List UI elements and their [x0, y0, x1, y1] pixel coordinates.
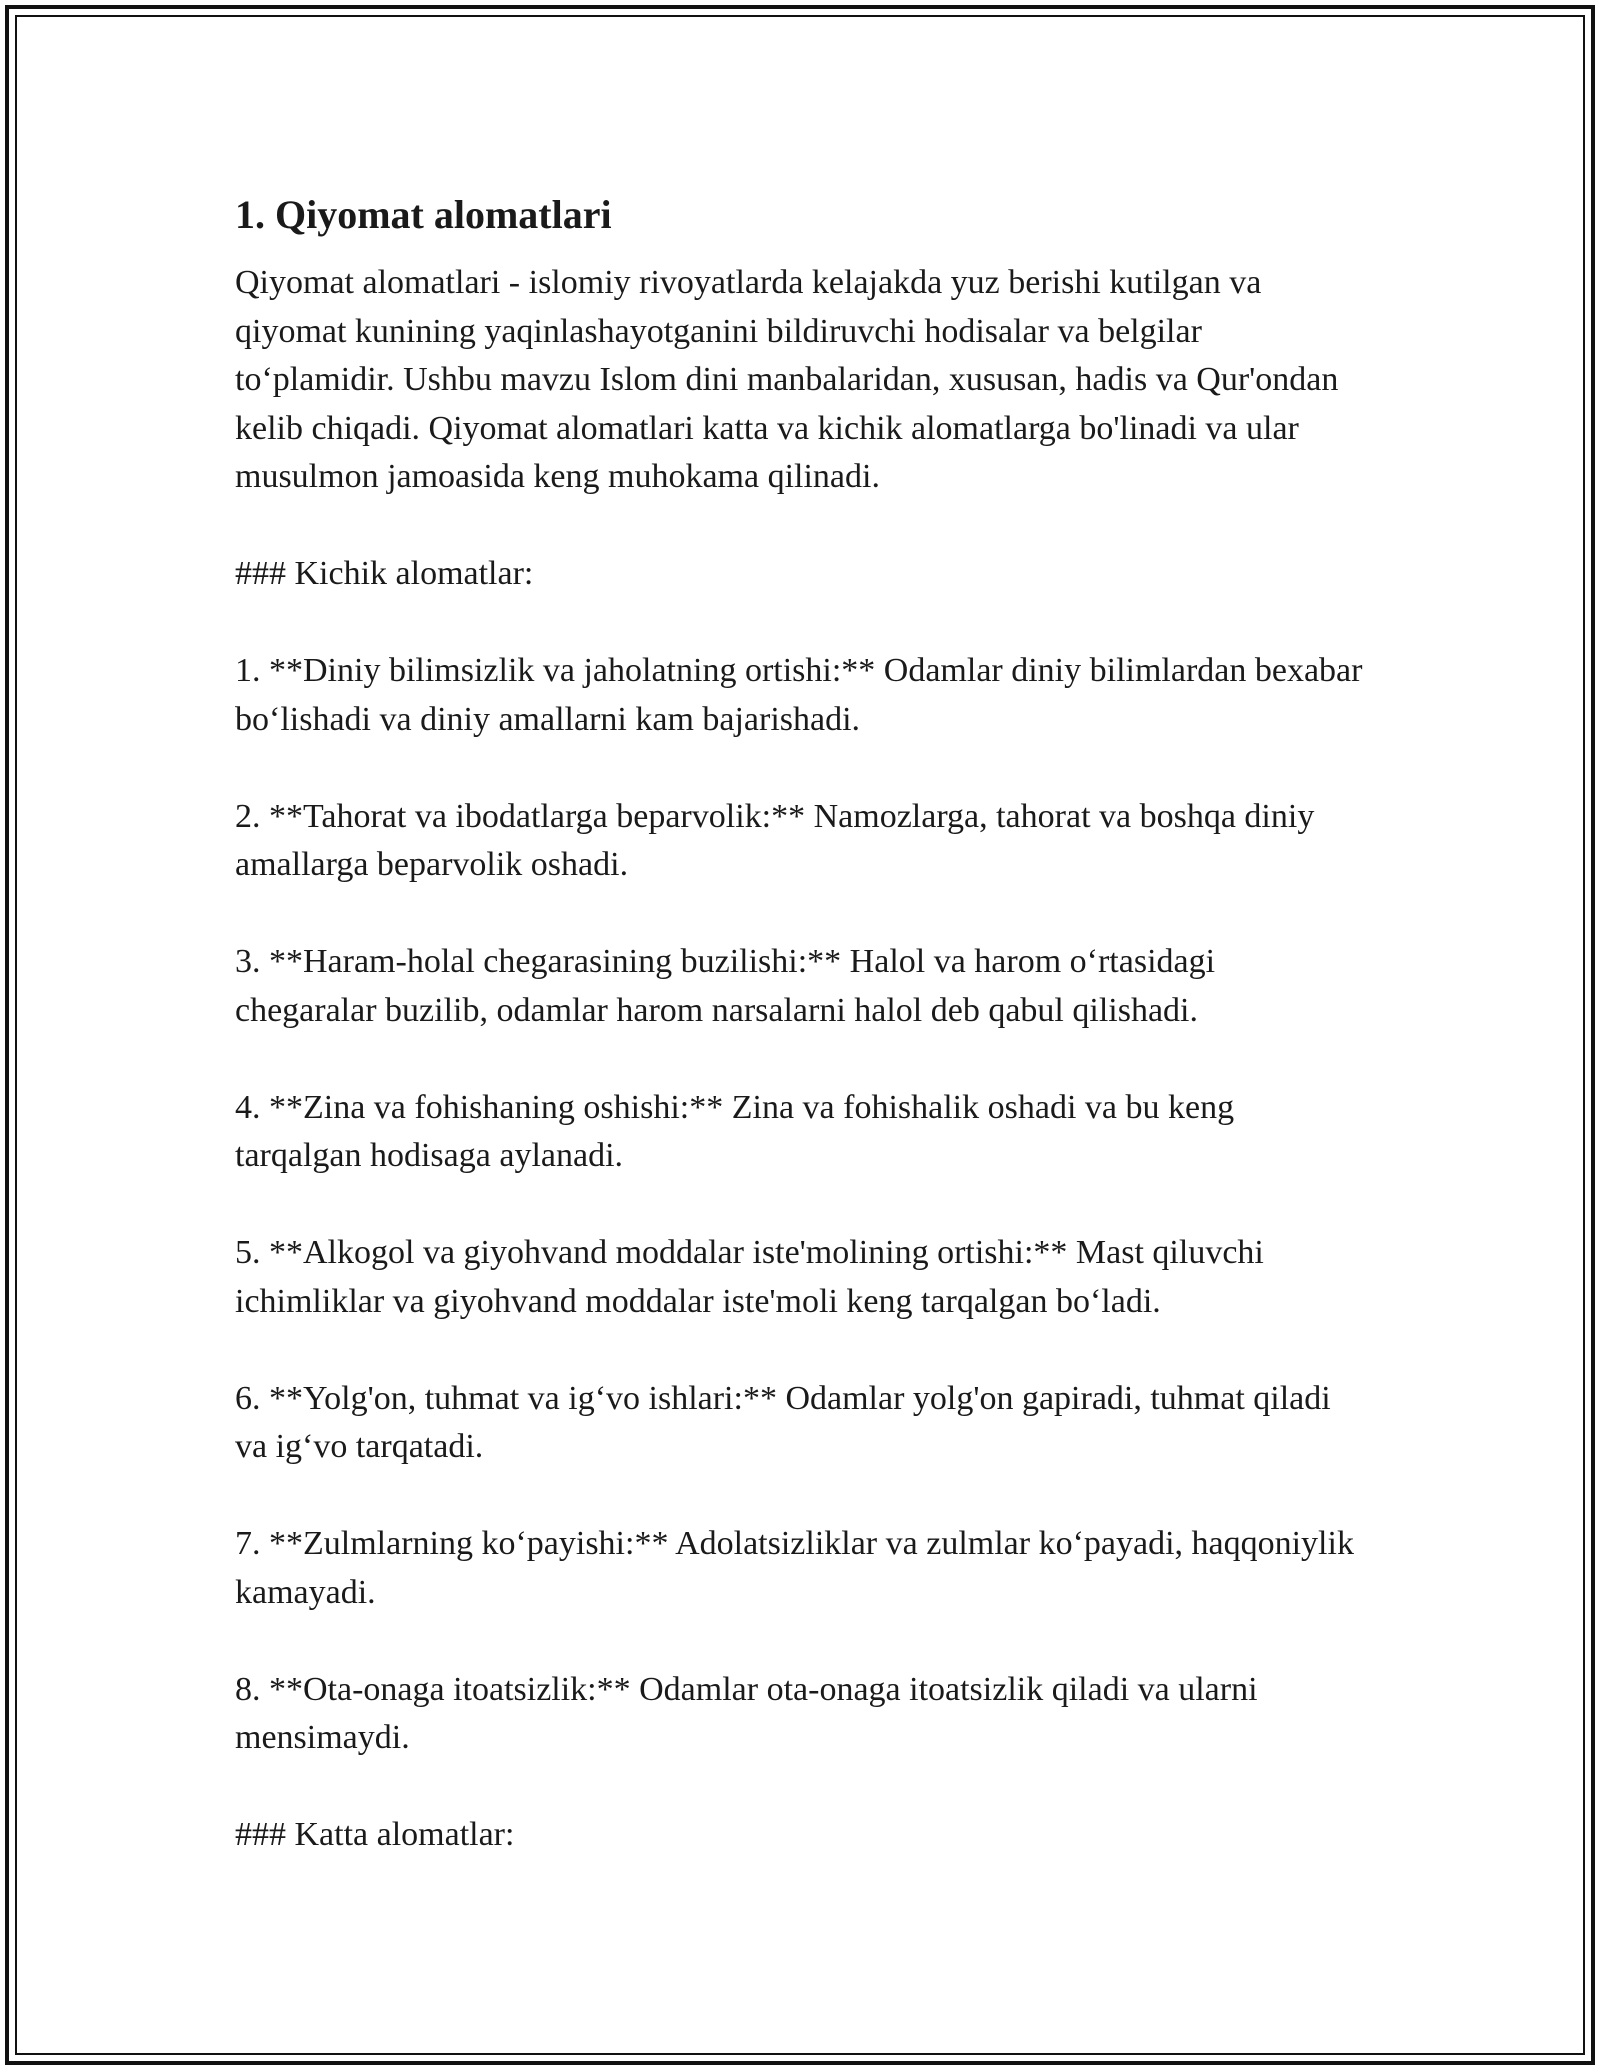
section-heading-major-signs: ### Katta alomatlar:: [235, 1816, 515, 1853]
intro-paragraph: Qiyomat alomatlari - islomiy rivoyatlarda kelajakda yuz berishi kutilgan va qiyomat kunining yaqinlashayotganini bildiruvchi hodisalar va belgilar to‘plamidir. Ushbu mavzu Islom dini manbalaridan, xususan, hadis va Qur'ondan kelib chiqadi. Qiyomat alomatlari katta va kichik alomatlarga bo'linadi va ular musulmon jamoasida keng muhokama qilinadi.: [235, 264, 1339, 495]
list-item: 2. **Tahorat va ibodatlarga beparvolik:** Namozlarga, tahorat va boshqa diniy amallarga beparvolik oshadi.: [235, 797, 1315, 883]
list-item: 1. **Diniy bilimsizlik va jaholatning ortishi:** Odamlar diniy bilimlardan bexabar bo‘lishadi va diniy amallarni kam bajarishadi.: [235, 652, 1363, 738]
list-item: 7. **Zulmlarning ko‘payishi:** Adolatsizliklar va zulmlar ko‘payadi, haqqoniylik kamayadi.: [235, 1525, 1354, 1611]
section-heading-minor-signs: ### Kichik alomatlar:: [235, 555, 534, 592]
list-item: 5. **Alkogol va giyohvand moddalar iste'molining ortishi:** Mast qiluvchi ichimliklar va giyohvand moddalar iste'moli keng tarqalgan bo‘ladi.: [235, 1234, 1264, 1320]
list-item: 8. **Ota-onaga itoatsizlik:** Odamlar ota-onaga itoatsizlik qiladi va ularni mensimaydi.: [235, 1670, 1258, 1756]
document-body: [235, 183, 1365, 1908]
list-item: 3. **Haram-holal chegarasining buzilishi:** Halol va harom o‘rtasidagi chegaralar buzilib, odamlar harom narsalarni halol deb qabul qilishadi.: [235, 943, 1216, 1029]
list-item: 6. **Yolg'on, tuhmat va ig‘vo ishlari:** Odamlar yolg'on gapiradi, tuhmat qiladi va ig‘vo tarqatadi.: [235, 1379, 1331, 1465]
document-title: 1. Qiyomat alomatlari: [235, 192, 612, 237]
list-item: 4. **Zina va fohishaning oshishi:** Zina va fohishalik oshadi va bu keng tarqalgan hodisaga aylanadi.: [235, 1088, 1235, 1174]
